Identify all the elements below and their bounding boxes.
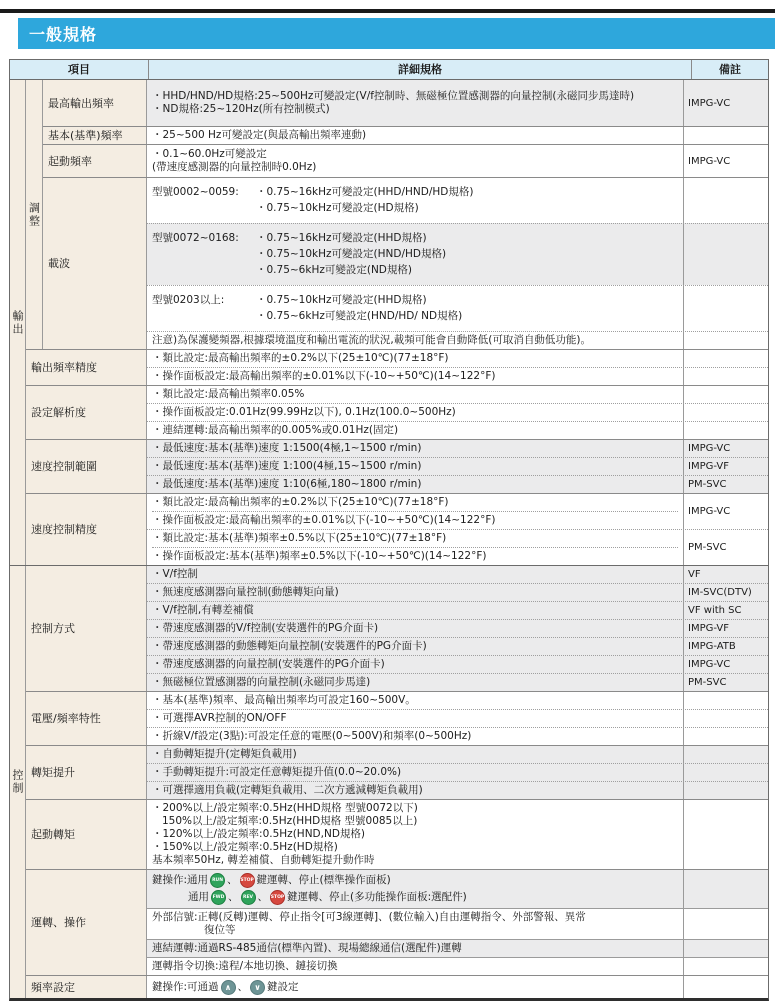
note-cell: [683, 940, 768, 957]
row-start-frequency: [43, 144, 768, 177]
note-cell: [683, 782, 768, 799]
spec-line: ・V/f控制: [152, 568, 198, 580]
spec-line: ・ND規格:25~120Hz(所有控制模式): [152, 103, 330, 115]
row-torque-boost: [26, 745, 768, 799]
group-label-output: 輸出: [10, 80, 26, 565]
note-cell: [683, 286, 768, 331]
spec-line: ・操作面板設定:最高輸出頻率的±0.01%以下(-10~+50℃)(14~122°F): [152, 511, 678, 527]
spec-line: ・200%以上/設定頻率:0.5Hz(HHD規格 型號0072以下): [152, 802, 418, 814]
spec-line: ・HHD/HND/HD規格:25~500Hz可變設定(V/f控制時、無磁極位置感測器的向量控制(永磁同步馬達時): [152, 90, 635, 102]
spec-line: ・基本(基準)頻率、最高輸出頻率均可設定160~500V。: [152, 694, 416, 706]
row-voltage-frequency-characteristic: [26, 691, 768, 745]
up-key-icon: ∧: [221, 980, 236, 995]
section-title: 一般規格: [29, 25, 98, 44]
spec-line: ・25~500 Hz可變設定(與最高輸出頻率連動): [152, 129, 367, 141]
caution-line: 注意)為保護變頻器,根據環境溫度和輸出電流的狀況,載頻可能會自動降低(可取消自動低功能)。: [152, 334, 591, 346]
note-cell: [683, 746, 768, 763]
spec-text: 、: [257, 891, 268, 903]
spec-line: ・帶速度感測器的向量控制(安裝選件的PG介面卡): [152, 658, 385, 670]
down-key-icon: ∨: [250, 980, 265, 995]
note-cell: [683, 870, 768, 908]
note-cell: [683, 127, 768, 144]
spec-line: ・操作面板設定:0.01Hz(99.99Hz以下), 0.1Hz(100.0~500Hz): [152, 406, 456, 418]
item-label: 頻率設定: [26, 976, 147, 998]
note-cell: IMPG-ATB: [683, 638, 768, 655]
spec-line: ・無速度感測器向量控制(動態轉矩向量): [152, 586, 339, 598]
spec-line: ・操作面板設定:最高輸出頻率的±0.01%以下(-10~+50℃)(14~122°F): [152, 370, 496, 382]
note-cell: IM-SVC(DTV): [683, 584, 768, 601]
note-cell: [683, 728, 768, 745]
note-cell: [683, 368, 768, 385]
item-label: 設定解析度: [26, 386, 147, 439]
spec-line: ・連結運轉:最高輸出頻率的0.005%或0.01Hz(固定): [152, 424, 399, 436]
row-starting-torque: [26, 799, 768, 869]
col-header-note: 備註: [691, 60, 768, 79]
row-setting-resolution: [26, 385, 768, 439]
item-label: 速度控制範圍: [26, 440, 147, 493]
note-cell: [683, 224, 768, 285]
note-cell: IMPG-VC: [683, 145, 768, 177]
spec-line: ・0.75~10kHz可變設定(HHD規格): [256, 294, 427, 306]
spec-line: ・無磁極位置感測器的向量控制(永磁同步馬達): [152, 676, 371, 688]
fwd-key-icon: FWD: [211, 890, 226, 905]
note-cell: IMPG-VC: [683, 656, 768, 673]
note-cell: IMPG-VC: [683, 80, 768, 126]
note-cell: [683, 976, 768, 998]
note-cell: [683, 404, 768, 421]
note-cell: [683, 692, 768, 709]
spec-text: 鍵運轉、停止(標準操作面板): [256, 874, 391, 886]
row-base-frequency: [43, 126, 768, 144]
section-banner: [18, 18, 775, 49]
note-cell: IMPG-VF: [683, 458, 768, 475]
note-cell: [683, 332, 768, 349]
note-cell: VF: [683, 566, 768, 583]
group-label-control: 控制: [10, 566, 26, 998]
spec-line: ・0.75~10kHz可變設定(HD規格): [256, 202, 419, 214]
row-speed-control-accuracy: [26, 493, 768, 565]
row-frequency-setting: [26, 975, 768, 998]
rev-key-icon: REV: [241, 890, 256, 905]
note-cell: IMPG-VC: [683, 494, 768, 529]
note-cell: [683, 710, 768, 727]
row-output-frequency-accuracy: [26, 349, 768, 385]
table-header-row: [10, 60, 768, 80]
spec-line: ・操作面板設定:基本(基準)頻率±0.5%以下(-10~+50℃)(14~122°F): [152, 547, 678, 563]
spec-line: ・0.75~6kHz可變設定(HND/HD/ ND規格): [256, 310, 463, 322]
note-cell: [683, 178, 768, 223]
spec-line: ・V/f控制,有轉差補償: [152, 604, 254, 616]
note-cell: [683, 386, 768, 403]
item-label: 轉矩提升: [26, 746, 147, 799]
spec-text: 鍵運轉、停止(多功能操作面板:選配件): [287, 891, 467, 903]
group-label-adjust: 調整: [26, 80, 43, 349]
spec-text: 、: [228, 891, 239, 903]
model-range-label: 型號0002~0059:: [152, 186, 239, 198]
item-label: 控制方式: [26, 566, 147, 691]
spec-line: ・0.75~16kHz可變設定(HHD規格): [256, 232, 427, 244]
col-header-spec: 詳細規格: [398, 63, 442, 76]
spec-line: ・可選擇AVR控制的ON/OFF: [152, 712, 287, 724]
spec-line: ・最低速度:基本(基準)速度 1:100(4極,15~1500 r/min): [152, 460, 422, 472]
item-label: 運轉、操作: [26, 870, 147, 975]
note-cell: PM-SVC: [683, 674, 768, 691]
spec-line: ・150%以上/設定頻率:0.5Hz(HD規格): [152, 841, 338, 853]
row-speed-control-range: [26, 439, 768, 493]
spec-line: ・自動轉矩提升(定轉矩負載用): [152, 748, 297, 760]
spec-line: ・類比設定:基本(基準)頻率±0.5%以下(25±10℃)(77±18°F): [152, 532, 447, 544]
model-range-label: 型號0203以上:: [152, 294, 225, 306]
spec-line: ・最低速度:基本(基準)速度 1:1500(4極,1~1500 r/min): [152, 442, 422, 454]
spec-text: 鍵操作:可通過: [152, 980, 219, 993]
note-cell: [683, 764, 768, 781]
run-key-icon: RUN: [210, 873, 225, 888]
spec-line: ・0.75~10kHz可變設定(HND/HD規格): [256, 248, 447, 260]
group-output: [10, 80, 768, 565]
spec-line: 150%以上/設定頻率:0.5Hz(HHD規格 型號0085以上): [162, 815, 418, 827]
item-label: 最高輸出頻率: [43, 80, 147, 126]
spec-text: 鍵操作:通用: [152, 874, 209, 886]
spec-text: 鍵設定: [267, 980, 299, 993]
subgroup-adjust: [26, 80, 768, 349]
item-label: 速度控制精度: [26, 494, 147, 565]
row-operation: [26, 869, 768, 975]
spec-text: 、: [237, 980, 249, 993]
spec-line: 連結運轉:通過RS-485通信(標準內置)、現場總線通信(選配件)運轉: [152, 942, 462, 954]
group-control: [10, 565, 768, 998]
note-cell: PM-SVC: [683, 476, 768, 493]
note-cell: IMPG-VC: [683, 440, 768, 457]
row-control-method: [26, 566, 768, 691]
spec-line: ・類比設定:最高輸出頻率0.05%: [152, 388, 305, 400]
item-label: 輸出頻率精度: [26, 350, 147, 385]
note-cell: [683, 909, 768, 939]
note-cell: [683, 958, 768, 975]
spec-line: ・帶速度感測器的V/f控制(安裝選件的PG介面卡): [152, 622, 379, 634]
col-header-item: 項目: [10, 60, 149, 79]
spec-line: ・類比設定:最高輸出頻率的±0.2%以下(25±10℃)(77±18°F): [152, 496, 449, 508]
stop-key-icon: STOP: [240, 873, 255, 888]
spec-line: (帶速度感測器的向量控制時0.0Hz): [152, 161, 317, 173]
spec-line: ・可選擇適用負載(定轉矩負載用、二次方遞減轉矩負載用): [152, 784, 423, 796]
row-carrier: [43, 177, 768, 349]
page: [0, 9, 775, 1001]
item-label: 起動頻率: [43, 145, 147, 177]
spec-line: ・0.75~6kHz可變設定(ND規格): [256, 264, 412, 276]
note-cell: IMPG-VF: [683, 620, 768, 637]
spec-line: ・120%以上/設定頻率:0.5Hz(HND,ND規格): [152, 828, 366, 840]
page-top-rule: [0, 9, 775, 13]
note-cell: [683, 800, 768, 869]
spec-text: 通用: [188, 891, 209, 903]
spec-line: ・折線V/f設定(3點):可設定任意的電壓(0~500V)和頻率(0~500Hz): [152, 730, 472, 742]
spec-line: 復位等: [204, 924, 236, 936]
note-cell: [683, 422, 768, 439]
spec-table: [9, 59, 769, 1001]
spec-line: ・最低速度:基本(基準)速度 1:10(6極,180~1800 r/min): [152, 478, 422, 490]
row-max-output-frequency: [43, 80, 768, 126]
spec-text: 、: [227, 874, 238, 886]
item-label: 起動轉矩: [26, 800, 147, 869]
stop-key-icon: STOP: [270, 890, 285, 905]
spec-line: 基本頻率50Hz, 轉差補償、自動轉矩提升動作時: [152, 854, 375, 866]
item-label: 基本(基準)頻率: [43, 127, 147, 144]
spec-line: ・帶速度感測器的動態轉矩向量控制(安裝選件的PG介面卡): [152, 640, 427, 652]
spec-line: ・類比設定:最高輸出頻率的±0.2%以下(25±10℃)(77±18°F): [152, 352, 449, 364]
spec-line: ・0.1~60.0Hz可變設定: [152, 148, 267, 160]
spec-line: ・手動轉矩提升:可設定任意轉矩提升值(0.0~20.0%): [152, 766, 402, 778]
spec-line: 外部信號:正轉(反轉)運轉、停止指令[可3線運轉]、(數位輸入)自由運轉指令、外部警報、異常: [152, 911, 586, 923]
note-cell: VF with SC: [683, 602, 768, 619]
note-cell: [683, 350, 768, 367]
note-cell: PM-SVC: [683, 530, 768, 565]
spec-line: 運轉指令切換:遠程/本地切換、鏈接切換: [152, 960, 338, 972]
spec-line: ・0.75~16kHz可變設定(HHD/HND/HD規格): [256, 186, 474, 198]
item-label: 電壓/頻率特性: [26, 692, 147, 745]
model-range-label: 型號0072~0168:: [152, 232, 239, 244]
item-label: 載波: [43, 178, 147, 349]
